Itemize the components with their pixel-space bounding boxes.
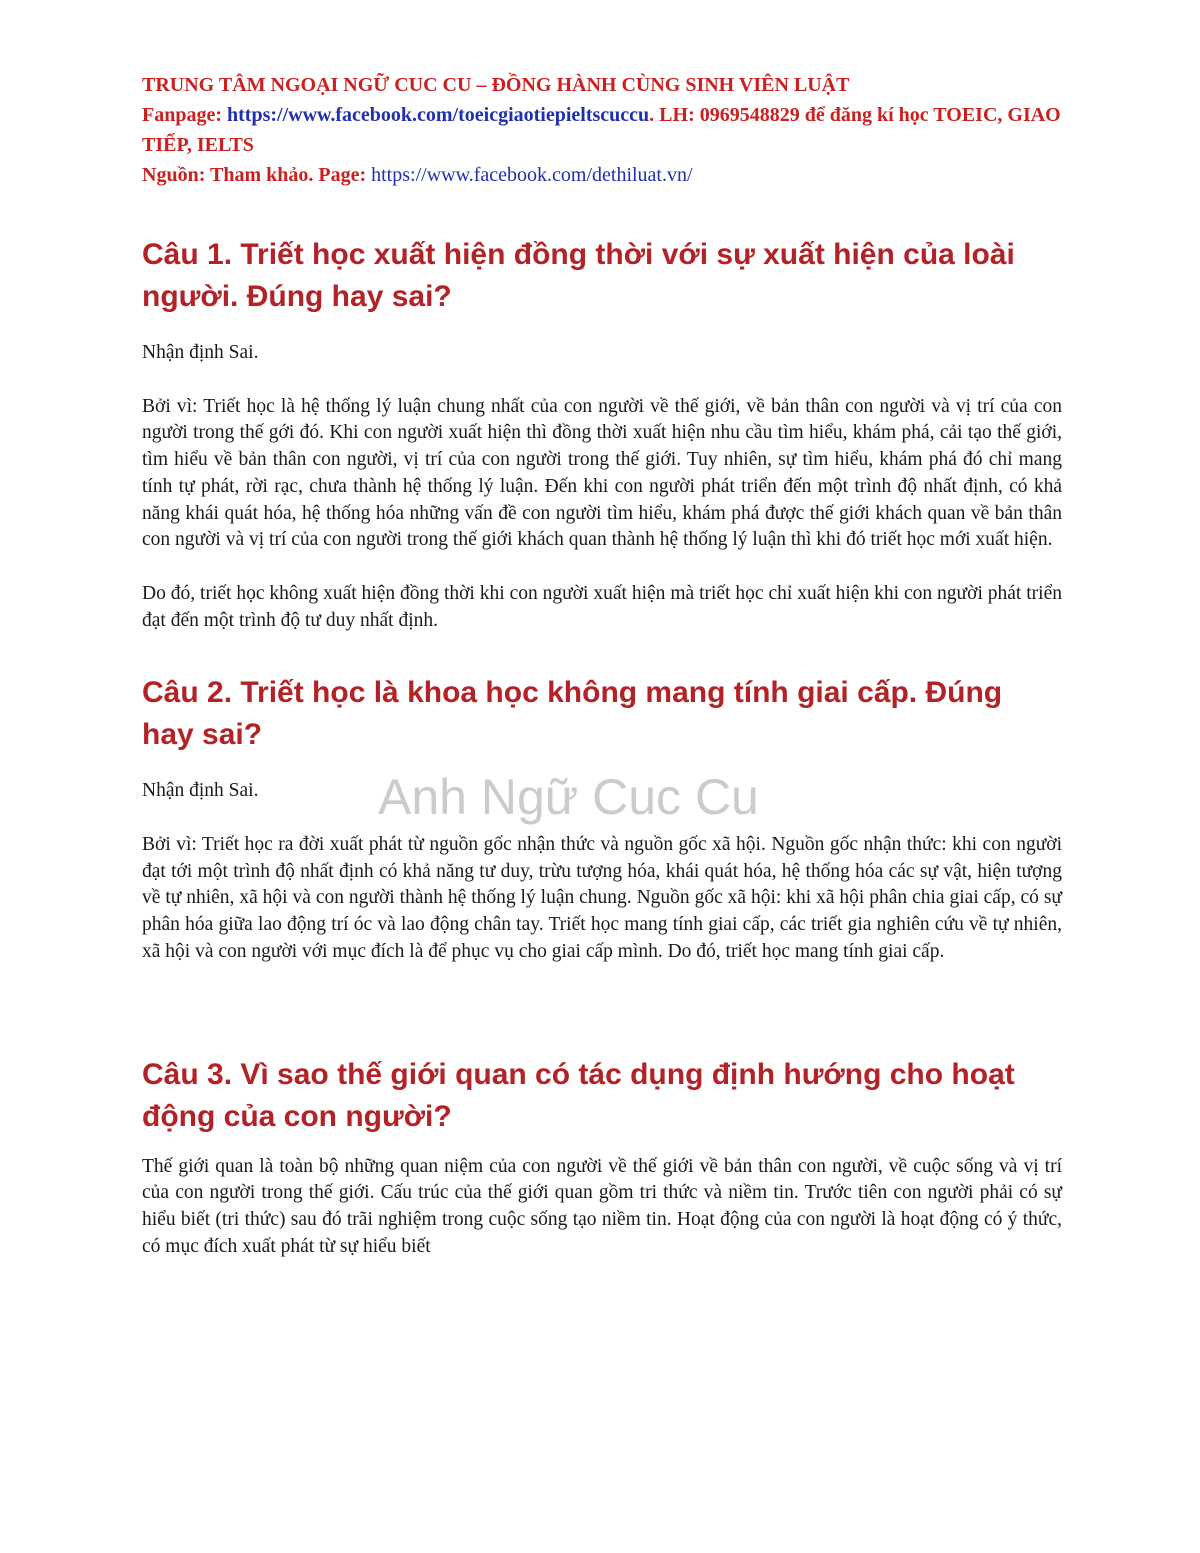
question-2-title: Câu 2. Triết học là khoa học không mang tính giai cấp. Đúng hay sai? xyxy=(142,676,1003,752)
question-1-explanation: Bởi vì: Triết học là hệ thống lý luận chung nhất của con người về thế giới, về bản thân con người và vị trí của con người trong thế gới đó. Khi con người xuất hiện thì đồng thời xuất hiện nhu cầu tìm hiểu, khám phá, cải tạo thế giới, tìm hiểu về bản thân con người, vị trí của con người trong thế giới. Tuy nhiên, sự tìm hiểu, khám phá đó chỉ mang tính tự phát, rời rạc, chưa thành hệ thống lý luận. Đến khi con người phát triển đến một trình độ nhất định, có khả năng khái quát hóa, hệ thống hóa những vấn đề con người tìm hiểu, khám phá được thế giới khách quan về bản thân con người và vị trí của con người trong thế giới khách quan thành hệ thống lý luận thì khi đó triết học mới xuất hiện. xyxy=(142,395,1062,551)
source-label: Nguồn: Tham khảo. Page: xyxy=(142,164,372,186)
fanpage-suffix: . LH: 0969548829 để đăng kí học TOEIC, GIAO TIẾP, IELTS xyxy=(142,104,1061,156)
watermark: Anh Ngữ Cuc Cu xyxy=(378,769,759,825)
question-2-verdict: Nhận định Sai. xyxy=(142,780,259,802)
source-link[interactable]: https://www.facebook.com/dethiluat.vn/ xyxy=(371,164,693,186)
question-1-conclusion: Do đó, triết học không xuất hiện đồng thời khi con người xuất hiện mà triết học chỉ xuất hiện khi con người phát triển đạt đến một trình độ tư duy nhất định. xyxy=(142,582,1062,631)
center-name: TRUNG TÂM NGOẠI NGỮ CUC CU – ĐỒNG HÀNH CÙNG SINH VIÊN LUẬT xyxy=(142,74,850,96)
fanpage-link[interactable]: https://www.facebook.com/toeicgiaotiepieltscuccu xyxy=(227,104,650,126)
fanpage-line xyxy=(142,100,1062,160)
fanpage-label: Fanpage: xyxy=(142,104,227,126)
question-1-title: Câu 1. Triết học xuất hiện đồng thời với sự xuất hiện của loài người. Đúng hay sai? xyxy=(142,238,1015,313)
question-3-answer: Thế giới quan là toàn bộ những quan niệm của con người về thế giới về bản thân con người, về cuộc sống và vị trí của con người trong thế giới. Cấu trúc của thế giới quan gồm tri thức và niềm tin. Trước tiên con người phải có sự hiểu biết (tri thức) sau đó trãi nghiệm trong cuộc sống tạo niềm tin. Hoạt động của con người là hoạt động có ý thức, có mục đích xuất phát từ sự hiểu biết xyxy=(142,1155,1062,1257)
source-line xyxy=(142,160,1062,190)
question-1-verdict: Nhận định Sai. xyxy=(142,342,259,363)
question-3-title: Câu 3. Vì sao thế giới quan có tác dụng định hướng cho hoạt động của con người? xyxy=(142,1057,1015,1133)
document-page xyxy=(142,70,1062,1260)
document-header xyxy=(142,70,1062,190)
question-2-explanation: Bởi vì: Triết học ra đời xuất phát từ nguồn gốc nhận thức và nguồn gốc xã hội. Nguồn gốc nhận thức: khi con người đạt tới một trình độ nhất định có khả năng tư duy, trừu tượng hóa, khái quát hóa, hệ thống hóa các sự vật, hiện tượng về tự nhiên, xã hội và con người thành hệ thống lý luận chung. Nguồn gốc xã hội: khi xã hội phân chia giai cấp, có sự phân hóa giữa lao động trí óc và lao động chân tay. Triết học mang tính giai cấp, các triết gia nghiên cứu về tự nhiên, xã hội và con người với mục đích là để phục vụ cho giai cấp mình. Do đó, triết học mang tính giai cấp. xyxy=(142,834,1062,962)
